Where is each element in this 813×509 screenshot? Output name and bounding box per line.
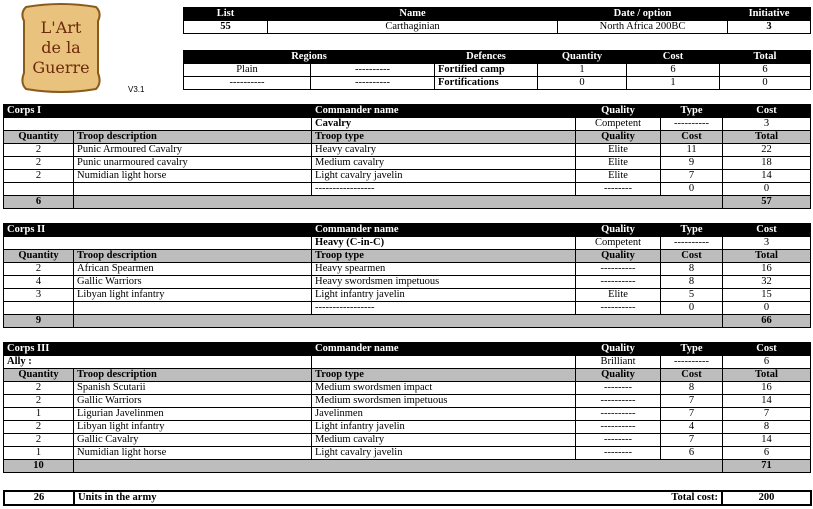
troop-type: Medium cavalry — [312, 434, 576, 447]
list-number: 55 — [184, 21, 268, 34]
quantity-header: Quantity — [4, 250, 74, 263]
troop-type: ----------------- — [312, 302, 576, 315]
total-header: Total — [723, 131, 811, 144]
commander-quality: Brilliant — [576, 356, 661, 369]
troop-quantity: 2 — [4, 144, 74, 157]
commander-name-header: Commander name — [312, 224, 576, 237]
troop-quantity — [4, 183, 74, 196]
troop-type: Light infantry javelin — [312, 289, 576, 302]
ally-label: Ally : — [4, 356, 312, 369]
troop-description: Libyan light infantry — [74, 289, 312, 302]
troop-cost: 7 — [661, 434, 723, 447]
troop-total: 14 — [723, 170, 811, 183]
total-header: Total — [720, 51, 811, 64]
total-header: Total — [723, 250, 811, 263]
list-col-header: List — [184, 8, 268, 21]
troop-description — [74, 183, 312, 196]
troop-row — [4, 183, 811, 196]
troop-quantity: 2 — [4, 263, 74, 276]
troop-row — [4, 276, 811, 289]
troop-type-header: Troop type — [312, 369, 576, 382]
troop-cost: 0 — [661, 183, 723, 196]
commander-type: ---------- — [661, 118, 723, 131]
quantity-header: Quantity — [4, 131, 74, 144]
region-row: ---------- ---------- Fortifications 0 1 0 — [184, 77, 811, 90]
commander-type: ---------- — [661, 237, 723, 250]
troop-total: 6 — [723, 447, 811, 460]
troop-quantity: 1 — [4, 447, 74, 460]
quality-header: Quality — [576, 250, 661, 263]
troop-cost: 7 — [661, 395, 723, 408]
troop-cost: 4 — [661, 421, 723, 434]
initiative-value: 3 — [728, 21, 811, 34]
date-col-header: Date / option — [558, 8, 728, 21]
troop-quantity: 2 — [4, 382, 74, 395]
troop-row — [4, 302, 811, 315]
svg-text:Guerre: Guerre — [32, 58, 90, 77]
troop-total: 14 — [723, 395, 811, 408]
troop-type: Heavy swordsmen impetuous — [312, 276, 576, 289]
units-label: Units in the army — [74, 491, 544, 505]
troop-cost: 8 — [661, 276, 723, 289]
commander-row — [4, 118, 811, 131]
troop-row — [4, 421, 811, 434]
corps-title: Corps III — [4, 343, 312, 356]
cost-header: Cost — [661, 131, 723, 144]
troop-row — [4, 408, 811, 421]
commander-quality-header: Quality — [576, 224, 661, 237]
cost-header: Cost — [627, 51, 720, 64]
quality-header: Quality — [576, 131, 661, 144]
svg-text:de la: de la — [41, 38, 81, 57]
region-row: Plain ---------- Fortified camp 1 6 6 — [184, 64, 811, 77]
troop-description: Spanish Scutarii — [74, 382, 312, 395]
initiative-col-header: Initiative — [728, 8, 811, 21]
troop-description: Ligurian Javelinmen — [74, 408, 312, 421]
commander-cost: 6 — [723, 356, 811, 369]
regions-header: Regions — [184, 51, 435, 64]
troop-quality: ---------- — [576, 421, 661, 434]
troop-quality: ---------- — [576, 263, 661, 276]
army-total-table — [3, 490, 812, 506]
cost-header: Cost — [661, 369, 723, 382]
troop-quality: ---------- — [576, 395, 661, 408]
defences-header: Defences — [435, 51, 538, 64]
corps-table — [3, 342, 811, 473]
troop-quantity: 1 — [4, 408, 74, 421]
troop-cost: 9 — [661, 157, 723, 170]
corps-total-cost: 71 — [723, 460, 811, 473]
quality-header: Quality — [576, 369, 661, 382]
corps-title: Corps I — [4, 105, 312, 118]
commander-cost-header: Cost — [723, 224, 811, 237]
troop-type: Medium cavalry — [312, 157, 576, 170]
total-cost-label: Total cost: — [544, 491, 722, 505]
troop-quantity: 4 — [4, 276, 74, 289]
troop-cost: 8 — [661, 382, 723, 395]
troop-quality: -------- — [576, 447, 661, 460]
troop-type-header: Troop type — [312, 250, 576, 263]
regions-table — [183, 50, 811, 90]
troop-description: Gallic Cavalry — [74, 434, 312, 447]
troop-total: 16 — [723, 263, 811, 276]
commander-cost-header: Cost — [723, 105, 811, 118]
troop-row — [4, 144, 811, 157]
troop-description-header: Troop description — [74, 250, 312, 263]
quantity-header: Quantity — [538, 51, 627, 64]
troop-quantity: 2 — [4, 157, 74, 170]
commander-quality: Competent — [576, 237, 661, 250]
troop-quantity: 3 — [4, 289, 74, 302]
troop-quantity: 2 — [4, 170, 74, 183]
ally-label — [4, 118, 312, 131]
troop-description: Gallic Warriors — [74, 395, 312, 408]
commander-name — [312, 356, 576, 369]
troop-total: 0 — [723, 302, 811, 315]
total-cost-value: 200 — [722, 491, 811, 505]
troop-description: Punic unarmoured cavalry — [74, 157, 312, 170]
troop-row — [4, 382, 811, 395]
commander-name-header: Commander name — [312, 343, 576, 356]
troop-description: African Spearmen — [74, 263, 312, 276]
logo — [18, 3, 104, 93]
troop-type: Light infantry javelin — [312, 421, 576, 434]
troop-total: 22 — [723, 144, 811, 157]
corps-unit-count: 10 — [4, 460, 74, 473]
troop-row — [4, 395, 811, 408]
commander-type-header: Type — [661, 224, 723, 237]
commander-quality-header: Quality — [576, 105, 661, 118]
troop-type: Medium swordsmen impact — [312, 382, 576, 395]
commander-quality: Competent — [576, 118, 661, 131]
commander-quality-header: Quality — [576, 343, 661, 356]
troop-row — [4, 447, 811, 460]
commander-type-header: Type — [661, 343, 723, 356]
svg-text:L'Art: L'Art — [40, 18, 82, 37]
cost-header: Cost — [661, 250, 723, 263]
commander-cost: 3 — [723, 118, 811, 131]
corps-unit-count: 6 — [4, 196, 74, 209]
troop-row — [4, 434, 811, 447]
troop-type: Light cavalry javelin — [312, 170, 576, 183]
troop-total: 32 — [723, 276, 811, 289]
corps-table — [3, 223, 811, 328]
troop-description: Libyan light infantry — [74, 421, 312, 434]
troop-description-header: Troop description — [74, 369, 312, 382]
ally-label — [4, 237, 312, 250]
troop-cost: 8 — [661, 263, 723, 276]
troop-description: Punic Armoured Cavalry — [74, 144, 312, 157]
troop-quality: -------- — [576, 434, 661, 447]
commander-name: Heavy (C-in-C) — [312, 237, 576, 250]
troop-cost: 5 — [661, 289, 723, 302]
troop-cost: 11 — [661, 144, 723, 157]
troop-cost: 7 — [661, 408, 723, 421]
troop-total: 18 — [723, 157, 811, 170]
list-header-table — [183, 7, 811, 34]
troop-quality: Elite — [576, 170, 661, 183]
troop-description — [74, 302, 312, 315]
commander-type: ---------- — [661, 356, 723, 369]
troop-type: Heavy spearmen — [312, 263, 576, 276]
troop-description-header: Troop description — [74, 131, 312, 144]
troop-type: Heavy cavalry — [312, 144, 576, 157]
troop-type: ----------------- — [312, 183, 576, 196]
date-option: North Africa 200BC — [558, 21, 728, 34]
troop-quantity: 2 — [4, 395, 74, 408]
commander-row — [4, 237, 811, 250]
troop-quantity: 2 — [4, 434, 74, 447]
troop-row — [4, 289, 811, 302]
troop-type-header: Troop type — [312, 131, 576, 144]
troop-cost: 0 — [661, 302, 723, 315]
commander-cost-header: Cost — [723, 343, 811, 356]
name-col-header: Name — [268, 8, 558, 21]
troop-total: 7 — [723, 408, 811, 421]
commander-cost: 3 — [723, 237, 811, 250]
troop-quality: Elite — [576, 144, 661, 157]
troop-row — [4, 170, 811, 183]
troop-total: 8 — [723, 421, 811, 434]
commander-type-header: Type — [661, 105, 723, 118]
troop-quality: ---------- — [576, 276, 661, 289]
troop-quality: Elite — [576, 157, 661, 170]
troop-row — [4, 263, 811, 276]
troop-total: 15 — [723, 289, 811, 302]
troop-quality: -------- — [576, 183, 661, 196]
troop-quality: -------- — [576, 382, 661, 395]
troop-description: Gallic Warriors — [74, 276, 312, 289]
troop-type: Light cavalry javelin — [312, 447, 576, 460]
units-count: 26 — [4, 491, 74, 505]
total-header: Total — [723, 369, 811, 382]
troop-cost: 6 — [661, 447, 723, 460]
troop-total: 14 — [723, 434, 811, 447]
troop-quantity — [4, 302, 74, 315]
troop-total: 16 — [723, 382, 811, 395]
troop-cost: 7 — [661, 170, 723, 183]
troop-total: 0 — [723, 183, 811, 196]
commander-row — [4, 356, 811, 369]
corps-table — [3, 104, 811, 209]
version-label: V3.1 — [128, 85, 145, 94]
troop-type: Javelinmen — [312, 408, 576, 421]
troop-quality: Elite — [576, 289, 661, 302]
corps-total-cost: 66 — [723, 315, 811, 328]
corps-unit-count: 9 — [4, 315, 74, 328]
troop-description: Numidian light horse — [74, 170, 312, 183]
troop-quality: ---------- — [576, 302, 661, 315]
quantity-header: Quantity — [4, 369, 74, 382]
corps-total-cost: 57 — [723, 196, 811, 209]
commander-name: Cavalry — [312, 118, 576, 131]
army-name: Carthaginian — [268, 21, 558, 34]
troop-type: Medium swordsmen impetuous — [312, 395, 576, 408]
troop-row — [4, 157, 811, 170]
troop-quantity: 2 — [4, 421, 74, 434]
troop-description: Numidian light horse — [74, 447, 312, 460]
commander-name-header: Commander name — [312, 105, 576, 118]
troop-quality: ---------- — [576, 408, 661, 421]
corps-title: Corps II — [4, 224, 312, 237]
